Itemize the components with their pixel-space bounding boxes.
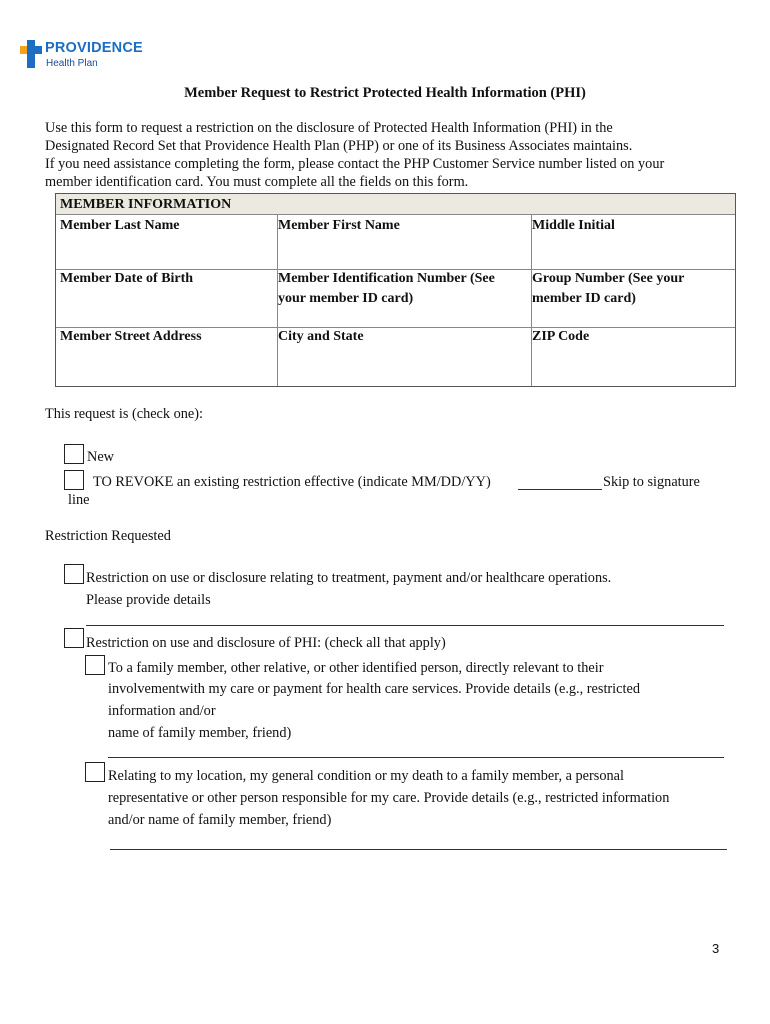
treatment-details-line[interactable] (86, 625, 724, 626)
providence-cross-logo-icon (20, 40, 42, 68)
city-state-field[interactable]: City and State (278, 329, 364, 344)
location-condition-line: representative or other person responsible for my care. Provide details (e.g., restricted information (108, 790, 670, 806)
middle-initial-field[interactable]: Middle Initial (532, 218, 615, 233)
treatment-restriction-label: Restriction on use or disclosure relating to treatment, payment and/or healthcare operations. (86, 570, 612, 586)
family-member-line: To a family member, other relative, or other identified person, directly relevant to their (108, 660, 604, 676)
group-number-field[interactable]: Group Number (See your member ID card) (532, 271, 685, 306)
member-first-name-field[interactable]: Member First Name (278, 218, 400, 233)
family-member-details-line[interactable] (108, 757, 724, 758)
skip-to-signature-wrap: line (68, 492, 90, 508)
intro-paragraph (45, 119, 705, 191)
revoke-date-line[interactable] (518, 489, 602, 490)
location-condition-line: Relating to my location, my general condition or my death to a family member, a personal (108, 768, 624, 784)
phi-restriction-checkbox[interactable] (64, 628, 84, 648)
revoke-label: TO REVOKE an existing restriction effective (indicate MM/DD/YY) (93, 474, 491, 490)
location-condition-details-line[interactable] (110, 849, 727, 850)
treatment-details-prompt: Please provide details (86, 592, 211, 608)
family-member-line: information and/or (108, 703, 216, 719)
skip-to-signature-text: Skip to signature (603, 474, 700, 490)
location-condition-line: and/or name of family member, friend) (108, 812, 332, 828)
member-id-field[interactable]: Member Identification Number (See your member ID card) (278, 271, 495, 306)
location-condition-checkbox[interactable] (85, 762, 105, 782)
logo-subtitle: Health Plan (46, 58, 98, 69)
logo-brand: PROVIDENCE (45, 40, 143, 56)
phi-restriction-label: Restriction on use and disclosure of PHI: (check all that apply) (86, 635, 446, 651)
intro-line: Use this form to request a restriction on the disclosure of Protected Health Information (PHI) in the (45, 120, 613, 136)
intro-line: member identification card. You must complete all the fields on this form. (45, 174, 469, 190)
page-number: 3 (712, 941, 720, 956)
request-type-label: This request is (check one): (45, 406, 204, 422)
family-member-checkbox[interactable] (85, 655, 105, 675)
restriction-heading: Restriction Requested (45, 528, 171, 544)
family-member-line: name of family member, friend) (108, 725, 292, 741)
form-title: Member Request to Restrict Protected Health Information (PHI) (184, 85, 586, 101)
member-last-name-field[interactable]: Member Last Name (60, 218, 180, 233)
zip-code-field[interactable]: ZIP Code (532, 329, 590, 344)
treatment-restriction-checkbox[interactable] (64, 564, 84, 584)
revoke-checkbox[interactable] (64, 470, 84, 490)
member-information-table (55, 193, 736, 387)
new-checkbox[interactable] (64, 444, 84, 464)
intro-line: Designated Record Set that Providence Health Plan (PHP) or one of its Business Associates maintains. (45, 138, 633, 154)
intro-line: If you need assistance completing the form, please contact the PHP Customer Service number listed on your (45, 156, 665, 172)
member-dob-field[interactable]: Member Date of Birth (60, 271, 194, 286)
family-member-line: involvementwith my care or payment for health care services. Provide details (e.g., restricted (108, 681, 640, 697)
street-address-field[interactable]: Member Street Address (60, 329, 202, 344)
table-header: MEMBER INFORMATION (56, 194, 735, 215)
new-label: New (87, 449, 114, 465)
